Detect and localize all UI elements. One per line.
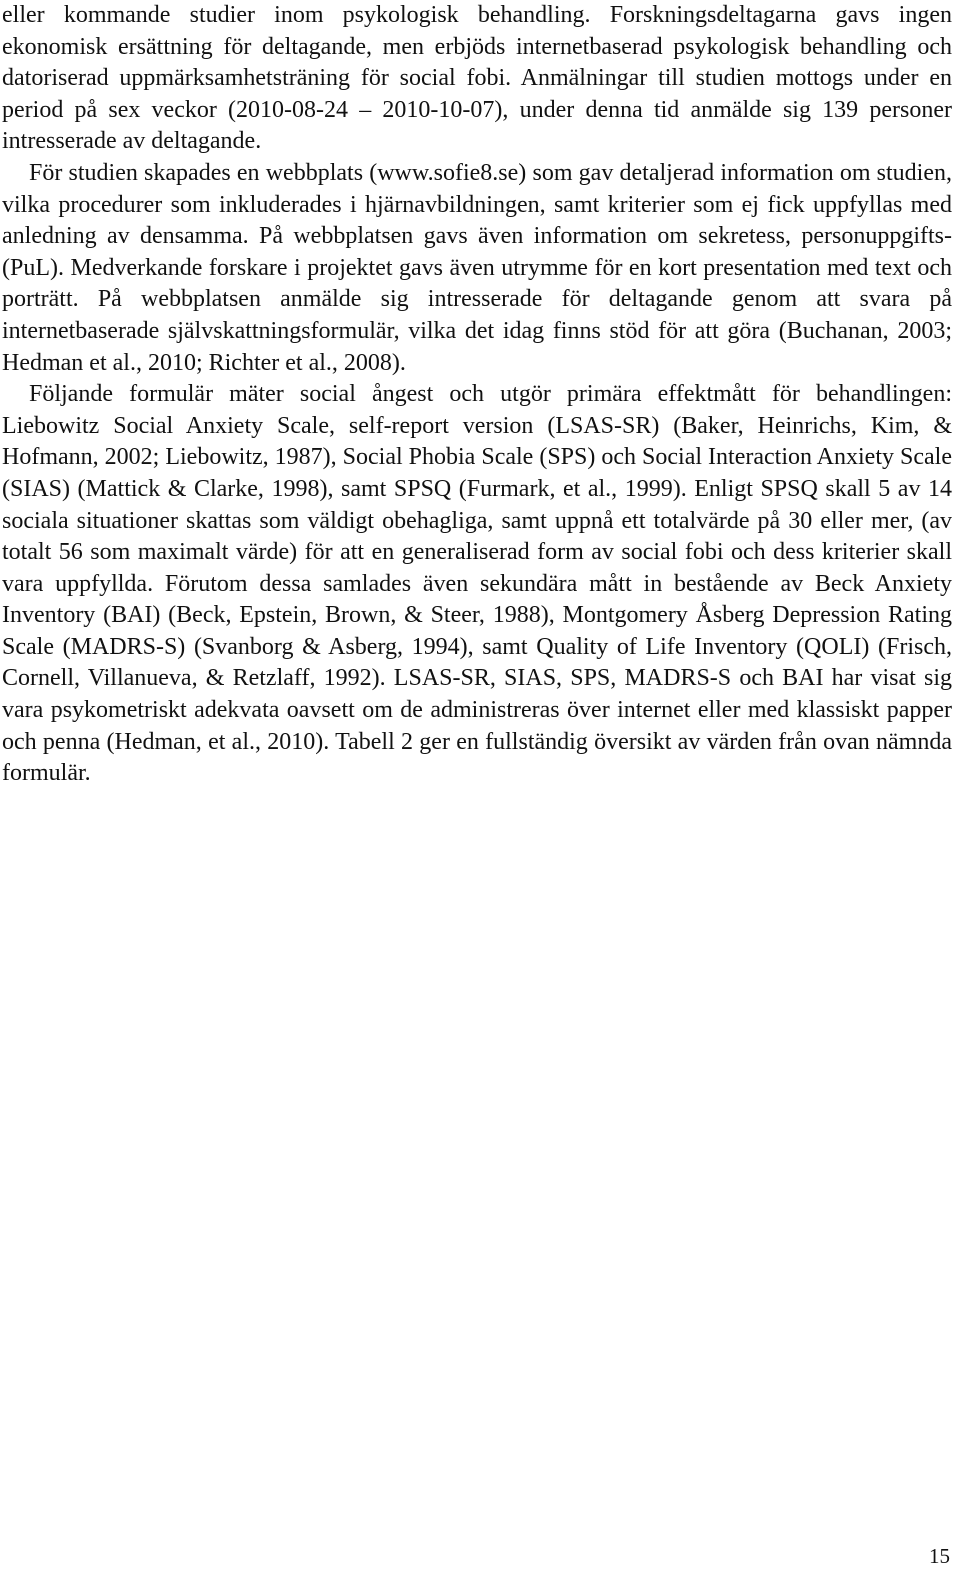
page-number: 15 xyxy=(929,1544,950,1568)
document-page xyxy=(2,0,952,790)
paragraph-questionnaires: Följande formulär mäter social ångest och utgör primära effektmått för behandlingen: Liebowitz Social Anxiety Scale, self-report version (LSAS-SR) (Baker, Heinrichs, Kim, & Hofmann, 2002; Liebowitz, 1987), Social Phobia Scale (SPS) och Social Interaction Anxiety Scale (SIAS) (Mattick & Clarke, 1998), samt SPSQ (Furmark, et al., 1999). Enligt SPSQ skall 5 av 14 sociala situationer skattas som väldigt obehagliga, samt uppnå ett totalvärde på 30 eller mer, (av totalt 56 som maximalt värde) för att en generaliserad form av social fobi och dess kriterier skall vara uppfyllda. Förutom dessa samlades även sekundära mått in bestående av Beck Anxiety Inventory (BAI) (Beck, Epstein, Brown, & Steer, 1988), Montgomery Åsberg Depression Rating Scale (MADRS-S) (Svanborg & Asberg, 1994), samt Quality of Life Inventory (QOLI) (Frisch, Cornell, Villanueva, & Retzlaff, 1992). LSAS-SR, SIAS, SPS, MADRS-S och BAI har visat sig vara psykometriskt adekvata oavsett om de administreras över internet eller med klassiskt papper och penna (Hedman, et al., 2010). Tabell 2 ger en fullständig översikt av värden från ovan nämnda formulär. xyxy=(2,381,952,787)
paragraph-website: För studien skapades en webbplats (www.sofie8.se) som gav detaljerad information om studien, vilka procedurer som inkluderades i hjärnavbildningen, samt kriterier som ej fick uppfyllas med anledning av densamma. På webbplatsen gavs även information om sekretess, personuppgifts- (PuL). Medverkande forskare i projektet gavs även utrymme för en kort presentation med text och porträtt. På webbplatsen anmälde sig intresserade för deltagande genom att svara på internetbaserade självskattningsformulär, vilka det idag finns stöd för att göra (Buchanan, 2003; Hedman et al., 2010; Richter et al., 2008). xyxy=(2,159,952,376)
paragraph-participants: eller kommande studier inom psykologisk behandling. Forskningsdeltagarna gavs ingen ekonomisk ersättning för deltagande, men erbjöds internetbaserad psykologisk behandling och datoriserad uppmärksamhetsträning för social fobi. Anmälningar till studien mottogs under en period på sex veckor (2010-08-24 – 2010-10-07), under denna tid anmälde sig 139 personer intresserade av deltagande. xyxy=(2,2,952,155)
